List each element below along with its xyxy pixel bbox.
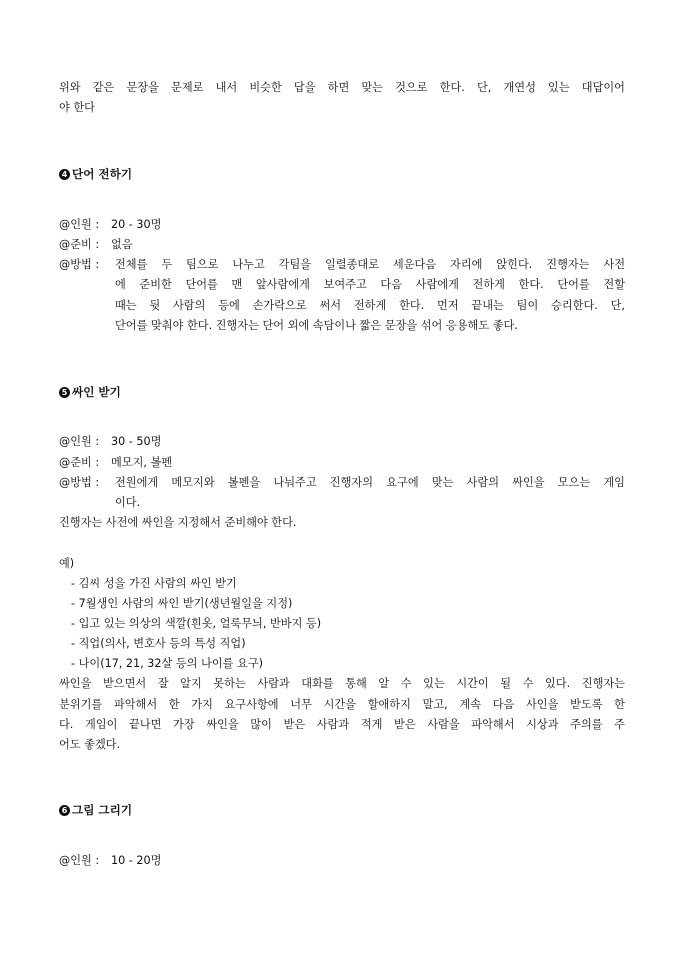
number-bullet-icon: 4: [59, 169, 70, 180]
section-heading-word-relay: [59, 167, 132, 182]
members-label: @인원 :: [59, 218, 100, 231]
prep-value: 없음: [111, 238, 133, 251]
number-bullet-icon: 6: [59, 805, 70, 816]
prep-value: 메모지, 볼펜: [111, 456, 173, 469]
closing-line-3: 다. 게임이 끝나면 가장 싸인을 많이 받은 사람과 적게 받은 사람을 파악해서 시상과 주의를 주: [59, 718, 625, 731]
method-line-1: 전체를 두 팀으로 나누고 각팀을 일렬종대로 세운다음 자리에 앉힌다. 진행자는 사전: [115, 258, 625, 271]
prep-note: 진행자는 사전에 싸인을 지정해서 준비해야 한다.: [59, 516, 297, 529]
prep-label: @준비 :: [59, 456, 100, 469]
section-title: 그림 그리기: [72, 803, 133, 817]
closing-line-2: 분위기를 파악해서 한 가지 요구사항에 너무 시간을 할애하지 말고, 계속 다음 사인을 받도록 한: [59, 698, 625, 711]
example-item: - 직업(의사, 변호사 등의 특성 직업): [71, 637, 246, 650]
method-line-3: 때는 뒷 사람의 등에 손가락으로 써서 전하게 한다. 먼저 끝내는 팀이 승리한다. 단,: [115, 299, 625, 312]
method-label: @방법 :: [59, 476, 100, 489]
method-line-1: 전원에게 메모지와 볼펜을 나눠주고 진행자의 요구에 맞는 사람의 싸인을 모으는 게임: [115, 476, 625, 489]
section-title: 단어 전하기: [72, 167, 133, 181]
example-item: - 김씨 성을 가진 사람의 싸인 받기: [71, 577, 237, 590]
example-item: - 입고 있는 의상의 색깔(흰옷, 얼룩무늬, 반바지 등): [71, 617, 322, 630]
number-bullet-icon: 5: [59, 387, 70, 398]
example-label: 예): [59, 557, 75, 570]
method-line-2: 이다.: [115, 496, 141, 509]
section-heading-draw: [59, 803, 132, 818]
members-row: [59, 434, 161, 449]
prep-row: [59, 455, 172, 470]
prep-row: [59, 237, 133, 252]
section-heading-sign: [59, 385, 121, 400]
example-item: - 나이(17, 21, 32살 등의 나이를 요구): [71, 657, 263, 670]
closing-line-1: 싸인을 받으면서 잘 알지 못하는 사람과 대화를 통해 알 수 있는 시간이 될 수 있다. 진행자는: [59, 677, 625, 690]
members-value: 30 - 50명: [111, 435, 162, 448]
intro-line-1: 위와 같은 문장을 문제로 내서 비슷한 답을 하면 맞는 것으로 한다. 단, 개연성 있는 대답이어: [59, 81, 625, 94]
members-row: [59, 217, 161, 232]
example-item: - 7월생인 사람의 싸인 받기(생년월일을 지정): [71, 597, 293, 610]
closing-line-4: 어도 좋겠다.: [59, 738, 121, 751]
method-line-2: 에 준비한 단어를 맨 앞사람에게 보여주고 다음 사람에게 전하게 한다. 단어를 전할: [115, 278, 625, 291]
section-title: 싸인 받기: [72, 385, 121, 399]
method-label: @방법 :: [59, 258, 100, 271]
members-label: @인원 :: [59, 854, 100, 867]
members-row: [59, 853, 161, 868]
prep-label: @준비 :: [59, 238, 100, 251]
intro-line-2: 야 한다: [59, 101, 95, 114]
members-value: 10 - 20명: [111, 854, 162, 867]
members-label: @인원 :: [59, 435, 100, 448]
method-line-4: 단어를 맞춰야 한다. 진행자는 단어 외에 속담이나 짧은 문장을 섞어 응용해도 좋다.: [115, 319, 518, 332]
members-value: 20 - 30명: [111, 218, 162, 231]
